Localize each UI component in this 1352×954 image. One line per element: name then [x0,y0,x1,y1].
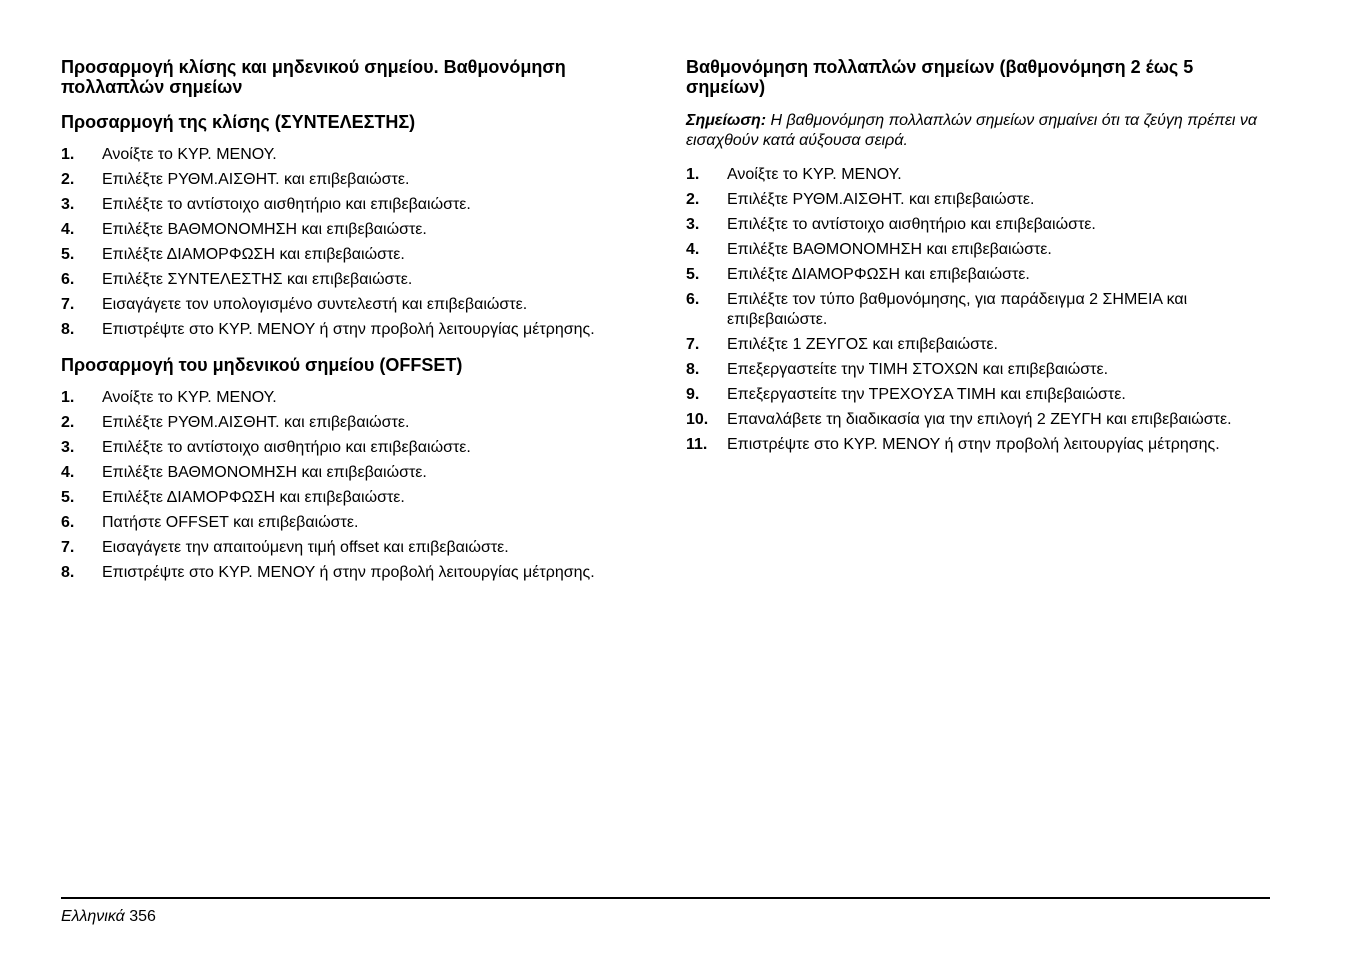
step-text: Εισαγάγετε τον υπολογισμένο συντελεστή και επιβεβαιώστε. [102,296,528,313]
section-title-offset: Προσαρμογή του μηδενικού σημείου (OFFSET) [61,355,463,375]
step-number: 2. [686,191,700,208]
offset-steps-list [61,388,646,583]
step-number: 4. [61,221,75,238]
step-text: Επιλέξτε ΒΑΘΜΟΝΟΜΗΣΗ και επιβεβαιώστε. [102,221,427,238]
page-footer [61,907,156,927]
step-text: Επεξεργαστείτε την ΤΙΜΗ ΣΤΟΧΩΝ και επιβεβαιώστε. [727,361,1109,378]
step-text: Επιλέξτε 1 ΖΕΥΓΟΣ και επιβεβαιώστε. [727,336,998,353]
list-item [61,195,646,215]
step-text: Επιλέξτε ΒΑΘΜΟΝΟΜΗΣΗ και επιβεβαιώστε. [727,241,1052,258]
step-text: Πατήστε OFFSET και επιβεβαιώστε. [102,514,359,531]
list-item [686,165,1271,185]
step-number: 5. [61,489,75,506]
step-text: Επιλέξτε ΣΥΝΤΕΛΕΣΤΗΣ και επιβεβαιώστε. [102,271,413,288]
list-item [61,170,646,190]
step-number: 8. [61,321,75,338]
step-number: 8. [61,564,75,581]
step-text: Επιλέξτε ΔΙΑΜΟΡΦΩΣΗ και επιβεβαιώστε. [102,246,405,263]
step-text: Επιλέξτε ΡΥΘΜ.ΑΙΣΘΗΤ. και επιβεβαιώστε. [102,171,410,188]
step-number: 2. [61,414,75,431]
list-item [61,388,646,408]
step-text: Επιλέξτε ΔΙΑΜΟΡΦΩΣΗ και επιβεβαιώστε. [102,489,405,506]
list-item [686,240,1271,260]
list-item [686,265,1271,285]
step-number: 9. [686,386,700,403]
list-item [61,295,646,315]
list-item [686,335,1271,355]
step-text: Επιλέξτε το αντίστοιχο αισθητήριο και επιβεβαιώστε. [102,439,471,456]
list-item [61,563,646,583]
step-number: 5. [61,246,75,263]
step-text: Ανοίξτε το ΚΥΡ. ΜΕΝΟΥ. [102,389,277,406]
page-number: 356 [129,908,156,925]
list-item [61,463,646,483]
step-number: 3. [61,439,75,456]
left-column [61,57,646,597]
right-column [686,57,1271,469]
right-heading: Βαθμονόμηση πολλαπλών σημείων (βαθμονόμηση 2 έως 5 σημείων) [686,57,1194,97]
step-text: Επιλέξτε ΔΙΑΜΟΡΦΩΣΗ και επιβεβαιώστε. [727,266,1030,283]
step-number: 11. [686,436,708,453]
list-item [686,190,1271,210]
step-text: Εισαγάγετε την απαιτούμενη τιμή offset και επιβεβαιώστε. [102,539,509,556]
list-item [686,435,1271,455]
note-paragraph [686,111,1271,151]
step-text: Επιστρέψτε στο ΚΥΡ. ΜΕΝΟΥ ή στην προβολή λειτουργίας μέτρησης. [102,564,595,581]
step-text: Επιστρέψτε στο ΚΥΡ. ΜΕΝΟΥ ή στην προβολή λειτουργίας μέτρησης. [102,321,595,338]
list-item [61,513,646,533]
step-text: Ανοίξτε το ΚΥΡ. ΜΕΝΟΥ. [727,166,902,183]
step-text: Επιλέξτε το αντίστοιχο αισθητήριο και επιβεβαιώστε. [102,196,471,213]
step-number: 2. [61,171,75,188]
footer-divider [61,897,1270,899]
list-item [686,360,1271,380]
step-text: Επιλέξτε το αντίστοιχο αισθητήριο και επιβεβαιώστε. [727,216,1096,233]
step-text: Επαναλάβετε τη διαδικασία για την επιλογή 2 ΖΕΥΓΗ και επιβεβαιώστε. [727,411,1232,428]
step-text: Επιλέξτε ΒΑΘΜΟΝΟΜΗΣΗ και επιβεβαιώστε. [102,464,427,481]
step-text: Επιλέξτε ΡΥΘΜ.ΑΙΣΘΗΤ. και επιβεβαιώστε. [102,414,410,431]
step-number: 4. [61,464,75,481]
step-number: 7. [61,539,75,556]
list-item [61,145,646,165]
step-number: 10. [686,411,709,428]
left-heading: Προσαρμογή κλίσης και μηδενικού σημείου. Βαθμονόμηση πολλαπλών σημείων [61,57,566,97]
step-number: 1. [61,389,75,406]
list-item [61,438,646,458]
multipoint-steps-list [686,165,1271,455]
list-item [61,320,646,340]
step-number: 4. [686,241,700,258]
step-number: 1. [686,166,700,183]
note-text: Η βαθμονόμηση πολλαπλών σημείων σημαίνει ότι τα ζεύγη πρέπει να εισαχθούν κατά αύξουσα σειρά. [686,112,1257,149]
note-label: Σημείωση: [686,112,767,129]
step-number: 8. [686,361,700,378]
step-text: Επιλέξτε ΡΥΘΜ.ΑΙΣΘΗΤ. και επιβεβαιώστε. [727,191,1035,208]
list-item [686,385,1271,405]
list-item [61,488,646,508]
list-item [686,410,1271,430]
step-text: Επιλέξτε τον τύπο βαθμονόμησης, για παράδειγμα 2 ΣΗΜΕΙΑ και επιβεβαιώστε. [727,291,1188,328]
step-text: Επεξεργαστείτε την ΤΡΕΧΟΥΣΑ ΤΙΜΗ και επιβεβαιώστε. [727,386,1126,403]
list-item [61,245,646,265]
step-number: 6. [686,291,700,308]
list-item [686,290,1271,330]
list-item [61,220,646,240]
step-number: 1. [61,146,75,163]
step-text: Επιστρέψτε στο ΚΥΡ. ΜΕΝΟΥ ή στην προβολή λειτουργίας μέτρησης. [727,436,1220,453]
slope-steps-list [61,145,646,340]
step-number: 7. [61,296,75,313]
step-number: 5. [686,266,700,283]
step-text: Ανοίξτε το ΚΥΡ. ΜΕΝΟΥ. [102,146,277,163]
step-number: 7. [686,336,700,353]
list-item [61,538,646,558]
section-title-slope: Προσαρμογή της κλίσης (ΣΥΝΤΕΛΕΣΤΗΣ) [61,112,416,132]
list-item [686,215,1271,235]
list-item [61,270,646,290]
footer-language: Ελληνικά [61,908,125,925]
step-number: 6. [61,271,75,288]
step-number: 3. [61,196,75,213]
list-item [61,413,646,433]
step-number: 3. [686,216,700,233]
step-number: 6. [61,514,75,531]
